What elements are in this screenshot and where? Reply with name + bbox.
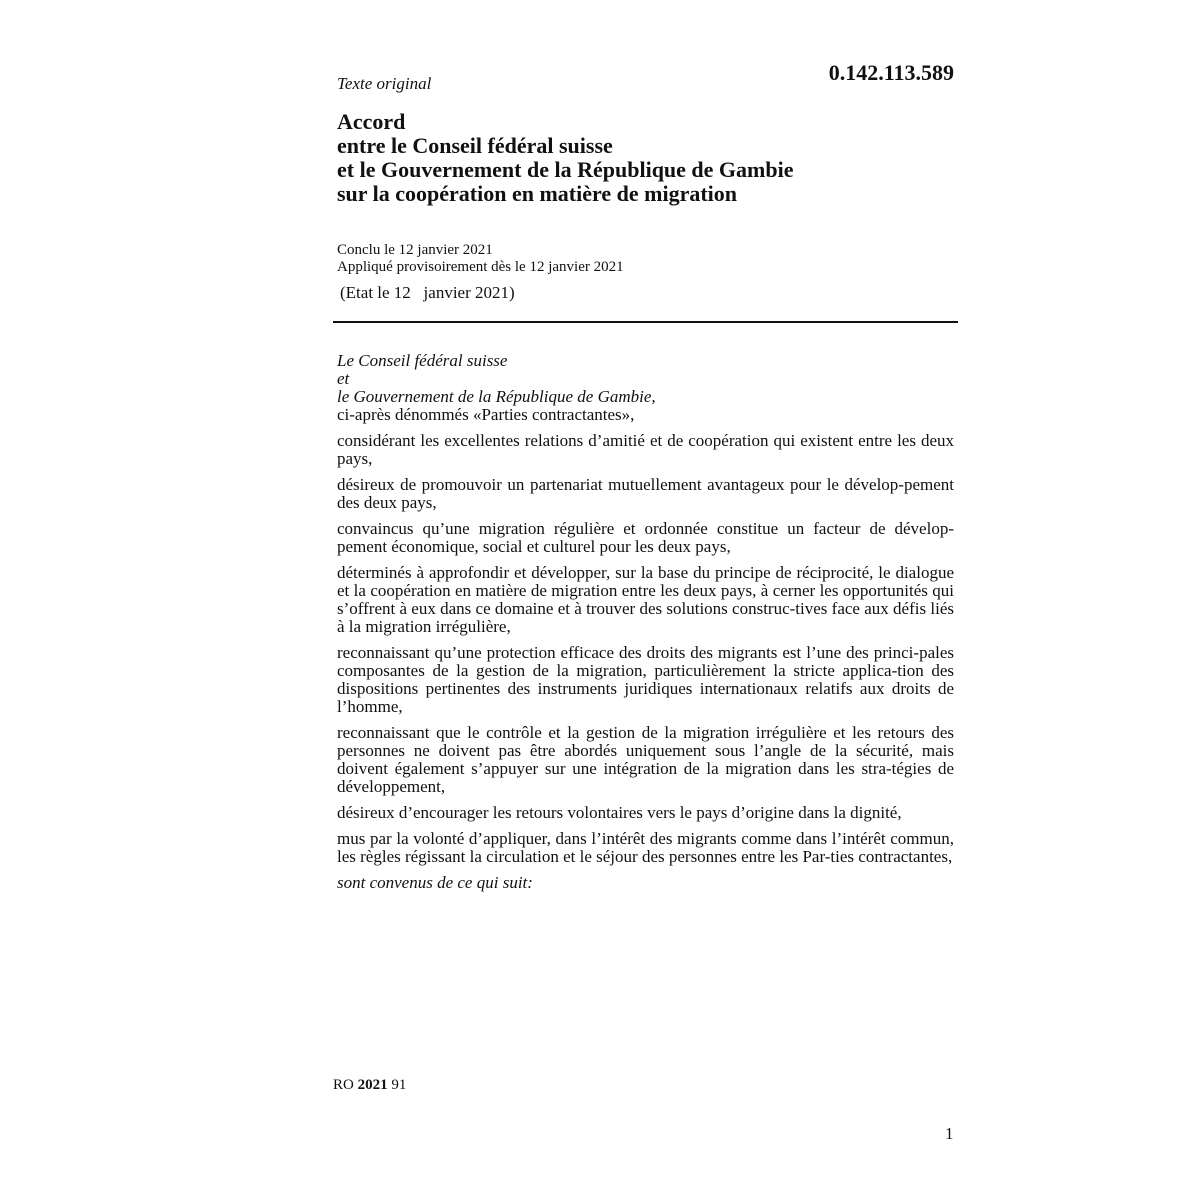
ro-page: 91 [391, 1077, 407, 1093]
preamble-paragraph: désireux de promouvoir un partenariat mutuellement avantageux pour le dévelop-pement des deux pays, [337, 475, 954, 512]
preamble-paragraph: désireux d’encourager les retours volontaires vers le pays d’origine dans la dignité, [337, 803, 902, 822]
preamble-paragraph: considérant les excellentes relations d’amitié et de coopération qui existent entre les deux pays, [337, 431, 954, 468]
ro-year: 2021 [357, 1077, 388, 1093]
title-line-1: Accord [337, 109, 406, 134]
party-swiss: Le Conseil fédéral suisse [337, 351, 508, 370]
title-line-3: et le Gouvernement de la République de Gambie [337, 157, 794, 182]
party-conjunction: et [337, 369, 350, 388]
ro-prefix: RO [333, 1077, 354, 1093]
official-compilation-ref [333, 1076, 406, 1094]
preamble [337, 352, 954, 892]
preamble-paragraph: reconnaissant qu’une protection efficace des droits des migrants est l’une des princi-pales composantes de la gestion de la migration, particulièrement la stricte applica-tion des dispositions pertinentes des instruments juridiques internationaux relatifs aux droits de l’homme, [337, 643, 954, 716]
preamble-paragraph: reconnaissant que le contrôle et la gestion de la migration irrégulière et les retours des personnes ne doivent pas être abordés uniquement sous l’angle de la sécurité, mais doivent également s’appuyer sur une intégration de la migration dans les stra-tégies de développement, [337, 723, 954, 796]
preamble-paragraph: convaincus qu’une migration régulière et ordonnée constitue un facteur de dévelop-pement économique, social et culturel pour les deux pays, [337, 519, 954, 556]
applied-date: Appliqué provisoirement dès le 12 janvier 2021 [337, 259, 624, 275]
concluded-date: Conclu le 12 janvier 2021 [337, 242, 493, 258]
sr-number: 0.142.113.589 [828, 60, 954, 85]
preamble-paragraph: mus par la volonté d’appliquer, dans l’intérêt des migrants comme dans l’intérêt commun, les règles régissant la circulation et le séjour des personnes entre les Par-ties contractantes, [337, 829, 954, 866]
agreement-dates [337, 242, 624, 276]
title-line-2: entre le Conseil fédéral suisse [337, 133, 613, 158]
state-date: (Etat le 12 janvier 2021) [340, 283, 515, 302]
preamble-paragraph: déterminés à approfondir et développer, sur la base du principe de réciprocité, le dialogue et la coopération en matière de migration entre les deux pays, à cerner les opportunités qui s’offrent à eux dans ce domaine et à trouver des solutions construc-tives face aux défis liés à la migration irrégulière, [337, 563, 954, 636]
title-line-4: sur la coopération en matière de migration [337, 181, 738, 206]
parties-designation: ci-après dénommés «Parties contractantes», [337, 405, 635, 424]
header-divider [333, 321, 958, 323]
party-gambia: le Gouvernement de la République de Gambie, [337, 387, 656, 406]
agreement-title [337, 110, 957, 206]
original-text-label: Texte original [337, 74, 432, 93]
page-number: 1 [945, 1124, 954, 1143]
preamble-closing: sont convenus de ce qui suit: [337, 873, 533, 892]
